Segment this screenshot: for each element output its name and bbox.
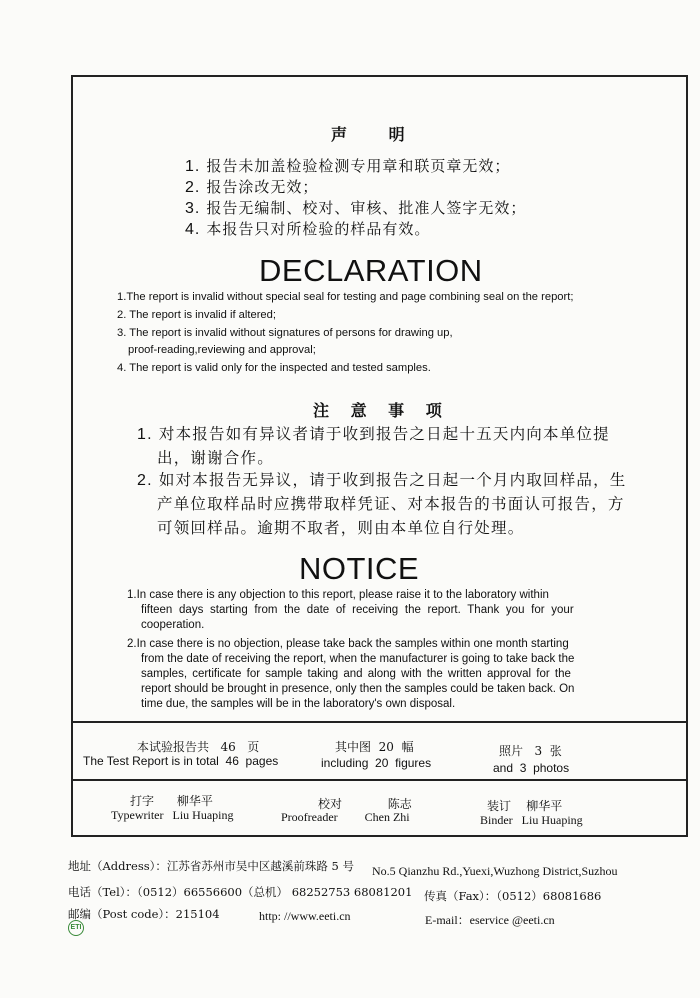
item-number: 4.	[185, 221, 201, 238]
item-number: 2.	[185, 179, 201, 196]
label: 装订	[487, 799, 512, 813]
figures-value: 20	[375, 756, 389, 770]
photos-cn	[499, 742, 562, 759]
postcode: 邮编（Post code）：215104	[68, 907, 220, 921]
label: 其中图	[335, 740, 372, 754]
divider	[73, 779, 686, 781]
notice-cn-line: 如对本报告无异议，请于收到报告之日起一个月内取回样品，生	[158, 471, 627, 489]
total-pages-value: 46	[220, 740, 236, 754]
label: 照片	[499, 744, 524, 758]
typewriter-name-en: Liu Huaping	[172, 808, 234, 822]
typewriter-name-cn: 柳华平	[176, 794, 213, 808]
notice-cn-line: 产单位取样品时应携带取样凭证、对本报告的书面认可报告，方	[157, 495, 625, 513]
proofreader-name-cn: 陈志	[387, 797, 412, 811]
item-text: 报告未加盖检验检测专用章和联页章无效；	[206, 157, 511, 175]
item-text: 报告涂改无效；	[206, 178, 319, 196]
item-number: 1.	[185, 158, 201, 175]
declaration-en-title: DECLARATION	[259, 253, 483, 288]
notice-en-line: from the date of receiving the report, when the manufacturer is going to take back the	[141, 653, 575, 665]
label: including	[321, 756, 369, 770]
binder-name-en: Liu Huaping	[521, 813, 583, 827]
label: pages	[245, 754, 279, 768]
proofreader-name-en: Chen Zhi	[364, 810, 410, 824]
notice-cn-line: 对本报告如有异议者请于收到报告之日起十五天内向本单位提	[158, 425, 610, 443]
declaration-cn-title: 声 明	[331, 125, 423, 144]
declaration-cn-item	[185, 197, 526, 218]
declaration-en-item: 3. The report is invalid without signatures of persons for drawing up,	[117, 327, 453, 339]
label: 张	[549, 744, 562, 758]
binder-en	[480, 813, 583, 828]
item-number: 2.	[137, 472, 153, 489]
item-number: 1.	[137, 426, 153, 443]
label: Binder	[480, 813, 513, 827]
declaration-en-item: 2. The report is invalid if altered;	[117, 309, 276, 321]
fax: 传真（Fax）：（0512）68081686	[424, 889, 602, 903]
label: 幅	[401, 740, 414, 754]
declaration-cn-item	[185, 176, 318, 197]
notice-en-line: report should be brought in presence, only then the samples could be taken back. On	[141, 683, 575, 695]
notice-en-line: 1.In case there is any objection to this report, please raise it to the laboratory within	[127, 589, 549, 601]
eti-logo-icon: ETI	[68, 920, 84, 936]
label: Typewriter	[111, 808, 164, 822]
notice-en-line: cooperation.	[141, 619, 205, 631]
total-pages-cn	[137, 738, 259, 755]
item-number: 3.	[185, 200, 201, 217]
notice-cn-item-1	[137, 422, 610, 447]
binder-name-cn: 柳华平	[526, 799, 563, 813]
declaration-en-item: proof-reading,reviewing and approval;	[128, 344, 316, 356]
photos-value: 3	[534, 744, 543, 758]
item-text: 本报告只对所检验的样品有效。	[206, 220, 431, 238]
typewriter-cn	[130, 792, 213, 809]
label: 打字	[130, 794, 155, 808]
label: 本试验报告共	[137, 740, 210, 754]
website: http: //www.eeti.cn	[259, 909, 351, 923]
label: figures	[395, 756, 432, 770]
total-pages-en	[83, 754, 278, 768]
notice-cn-line: 出，谢谢合作。	[157, 449, 274, 467]
notice-en-line: samples, certificate for sample taking and along with the written approval for the	[141, 668, 571, 680]
label: 页	[247, 740, 260, 754]
figures-value: 20	[378, 740, 394, 754]
notice-cn-line: 可领回样品。逾期不取者，则由本单位自行处理。	[157, 519, 525, 537]
address-en: No.5 Qianzhu Rd.,Yuexi,Wuzhong District,Suzhou	[372, 864, 618, 878]
email: E-mail：eservice @eeti.cn	[425, 913, 555, 927]
binder-cn	[487, 797, 562, 814]
proofreader-en	[281, 810, 410, 825]
notice-en-line: time due, the samples will be in the laboratory's own disposal.	[141, 698, 456, 710]
typewriter-en	[111, 808, 233, 823]
label: photos	[533, 761, 570, 775]
notice-cn-title: 注 意 事 项	[313, 401, 450, 420]
declaration-cn-item	[185, 155, 510, 176]
notice-en-line: 2.In case there is no objection, please take back the samples within one month starting	[127, 638, 569, 650]
label: Proofreader	[281, 810, 338, 824]
declaration-cn-item	[185, 218, 430, 239]
notice-en-line: fifteen days starting from the date of receiving the report. Thank you for your	[141, 604, 574, 616]
notice-cn-item-2	[137, 468, 627, 493]
label: and	[493, 761, 514, 775]
telephone: 电话（Tel）：（0512）66556600（总机） 68252753 68081201	[68, 885, 413, 899]
label: 校对	[318, 797, 343, 811]
divider	[73, 721, 686, 723]
label: The Test Report is in total	[83, 754, 219, 768]
statement-frame	[71, 75, 688, 837]
figures-cn	[335, 738, 414, 755]
declaration-en-item: 1.The report is invalid without special seal for testing and page combining seal on the report;	[117, 291, 574, 303]
declaration-en-item: 4. The report is valid only for the inspected and tested samples.	[117, 362, 431, 374]
total-pages-value: 46	[225, 754, 239, 768]
address-cn: 地址（Address）：江苏省苏州市吴中区越溪前珠路 5 号	[68, 859, 355, 873]
photos-en	[493, 761, 569, 775]
photos-value: 3	[519, 761, 527, 775]
notice-en-title: NOTICE	[299, 551, 420, 586]
item-text: 报告无编制、校对、审核、批准人签字无效；	[206, 199, 527, 217]
figures-en	[321, 756, 431, 770]
